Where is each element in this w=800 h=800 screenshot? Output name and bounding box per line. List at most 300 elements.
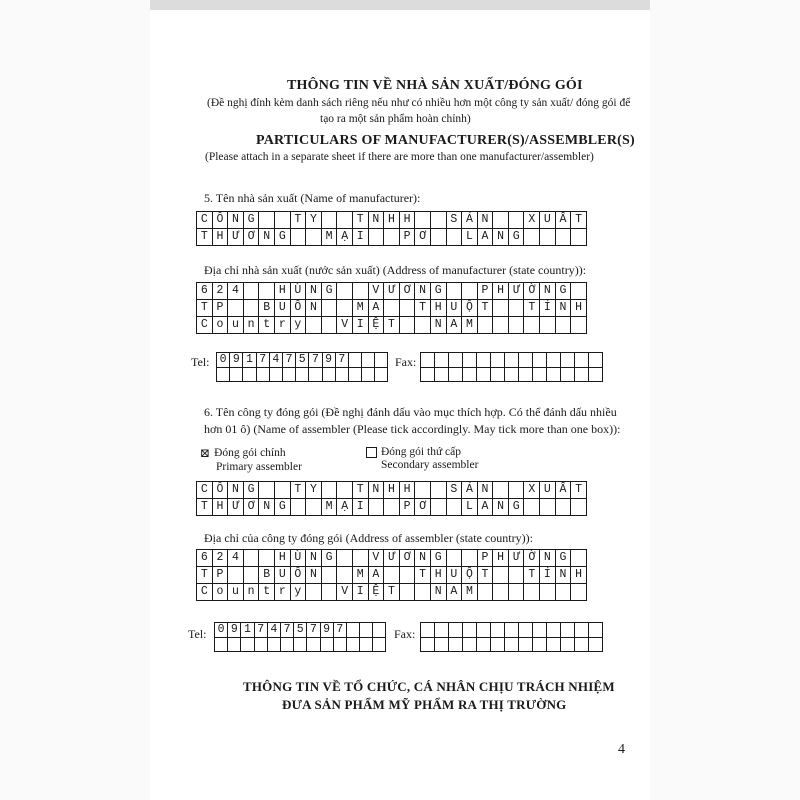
form-char-cell: T (197, 300, 213, 317)
form-char-cell: Ù (291, 283, 307, 300)
form-char-cell: G (431, 550, 447, 567)
form-char-cell (556, 229, 572, 246)
form-char-cell: H (431, 567, 447, 584)
form-char-cell (353, 550, 369, 567)
form-char-cell (491, 623, 505, 638)
form-char-cell: P (478, 283, 494, 300)
form-char-cell: T (415, 567, 431, 584)
form-char-cell: X (524, 212, 540, 229)
form-char-cell (478, 317, 494, 334)
form-char-cell: Y (306, 482, 322, 499)
form-char-cell: T (291, 212, 307, 229)
form-char-cell (435, 353, 449, 368)
form-char-cell: Ư (384, 550, 400, 567)
form-char-cell (561, 638, 575, 653)
form-char-cell: Ư (228, 229, 244, 246)
form-char-cell: 7 (281, 623, 294, 638)
form-char-cell: Ạ (337, 499, 353, 516)
form-char-cell: 4 (268, 623, 281, 638)
form-char-cell: 4 (228, 550, 244, 567)
form-char-cell (415, 584, 431, 601)
footer-title-1: THÔNG TIN VỀ TỔ CHỨC, CÁ NHÂN CHỊU TRÁCH NHIỆM (243, 679, 615, 694)
form-char-cell (575, 353, 589, 368)
form-char-cell (360, 623, 373, 638)
manufacturer-address-grid (196, 282, 587, 334)
form-char-cell: 7 (257, 353, 270, 368)
form-char-cell: A (447, 584, 463, 601)
note-vn-2: tạo ra một sản phẩm hoàn chỉnh) (320, 113, 471, 125)
form-char-cell (230, 368, 243, 383)
form-char-cell: H (213, 499, 229, 516)
form-char-cell (421, 638, 435, 653)
form-char-cell: Ơ (400, 550, 416, 567)
form-char-cell (375, 368, 388, 383)
form-char-cell (257, 368, 270, 383)
form-char-cell: Ô (213, 482, 229, 499)
form-char-cell (491, 638, 505, 653)
form-char-cell: P (400, 499, 416, 516)
form-char-cell: U (447, 567, 463, 584)
form-char-cell (228, 638, 241, 653)
form-char-cell: V (369, 283, 385, 300)
form-char-cell: Ư (509, 550, 525, 567)
form-char-cell (322, 212, 338, 229)
manufacturer-fax-label: Fax: (395, 355, 417, 369)
form-char-cell: T (384, 584, 400, 601)
form-char-cell: T (571, 482, 587, 499)
form-char-cell: r (275, 317, 291, 334)
form-char-cell: 2 (213, 550, 229, 567)
form-char-cell (547, 368, 561, 383)
form-char-cell: M (462, 584, 478, 601)
form-char-cell: T (353, 482, 369, 499)
form-char-cell: Ả (462, 482, 478, 499)
form-char-cell (384, 499, 400, 516)
form-char-cell (463, 368, 477, 383)
form-char-cell (400, 317, 416, 334)
form-char-cell: u (228, 317, 244, 334)
form-char-cell: Ư (384, 283, 400, 300)
form-char-cell: 9 (323, 353, 336, 368)
form-char-cell (334, 638, 347, 653)
form-char-cell: 7 (309, 353, 322, 368)
form-char-cell: Ơ (415, 229, 431, 246)
form-char-cell (270, 368, 283, 383)
form-char-cell: N (369, 482, 385, 499)
form-char-cell (259, 283, 275, 300)
form-char-cell: A (447, 317, 463, 334)
form-char-cell: H (571, 300, 587, 317)
form-char-cell (415, 482, 431, 499)
form-char-cell: y (291, 584, 307, 601)
form-char-cell (291, 499, 307, 516)
form-char-cell (477, 368, 491, 383)
secondary-assembler-en: Secondary assembler (381, 459, 479, 471)
form-char-cell: M (353, 300, 369, 317)
form-char-cell: N (369, 212, 385, 229)
form-char-cell (373, 623, 386, 638)
form-char-cell (505, 368, 519, 383)
assembler-tel-grid (214, 622, 386, 652)
form-char-cell (533, 638, 547, 653)
form-char-cell (322, 482, 338, 499)
form-char-cell (349, 353, 362, 368)
form-char-cell: G (509, 499, 525, 516)
assembler-name-grid (196, 481, 587, 516)
form-char-cell: n (244, 317, 260, 334)
form-char-cell (589, 623, 603, 638)
form-char-cell: B (259, 567, 275, 584)
form-char-cell: 7 (283, 353, 296, 368)
form-char-cell (571, 499, 587, 516)
form-char-cell: T (524, 567, 540, 584)
form-char-cell (519, 638, 533, 653)
form-char-cell: V (337, 584, 353, 601)
form-char-cell: G (509, 229, 525, 246)
secondary-assembler-checkbox[interactable] (366, 447, 377, 458)
form-char-cell: 6 (197, 283, 213, 300)
form-char-cell: N (415, 550, 431, 567)
form-char-cell: H (275, 283, 291, 300)
form-char-cell (243, 368, 256, 383)
form-char-cell (228, 567, 244, 584)
form-char-cell (353, 283, 369, 300)
footer-title-2: ĐƯA SẢN PHẨM MỸ PHẨM RA THỊ TRƯỜNG (282, 697, 567, 712)
form-char-cell (244, 550, 260, 567)
form-char-cell: T (478, 300, 494, 317)
form-char-cell (275, 212, 291, 229)
secondary-assembler-vn: Đóng gói thứ cấp (381, 446, 462, 458)
form-char-cell: U (540, 212, 556, 229)
form-char-cell (505, 353, 519, 368)
form-char-cell (493, 300, 509, 317)
form-char-cell (509, 584, 525, 601)
form-char-cell (575, 623, 589, 638)
form-char-cell (589, 638, 603, 653)
form-char-cell (244, 567, 260, 584)
form-char-cell (400, 567, 416, 584)
form-char-cell: I (353, 317, 369, 334)
form-char-cell (462, 550, 478, 567)
form-char-cell: P (400, 229, 416, 246)
form-char-cell: G (556, 550, 572, 567)
form-char-cell (547, 623, 561, 638)
form-char-cell: 7 (336, 353, 349, 368)
form-char-cell: N (306, 283, 322, 300)
form-char-cell: B (259, 300, 275, 317)
form-char-cell (323, 368, 336, 383)
form-char-cell (322, 300, 338, 317)
form-char-cell: G (275, 499, 291, 516)
form-char-cell: Ơ (400, 283, 416, 300)
form-char-cell: T (478, 567, 494, 584)
form-char-cell: M (322, 229, 338, 246)
form-char-cell (349, 368, 362, 383)
form-char-cell (259, 212, 275, 229)
form-char-cell: Ấ (556, 212, 572, 229)
form-char-cell: U (275, 300, 291, 317)
form-char-cell: Ờ (524, 283, 540, 300)
form-char-cell (309, 368, 322, 383)
form-char-cell (306, 229, 322, 246)
form-char-cell (540, 317, 556, 334)
form-char-cell (431, 212, 447, 229)
form-char-cell (431, 482, 447, 499)
form-char-cell: A (369, 300, 385, 317)
form-char-cell (463, 353, 477, 368)
form-char-cell (493, 212, 509, 229)
form-char-cell (509, 482, 525, 499)
manufacturer-tel-grid (216, 352, 388, 382)
form-char-cell: P (213, 567, 229, 584)
form-char-cell: N (228, 482, 244, 499)
form-char-cell (547, 638, 561, 653)
form-char-cell: M (322, 499, 338, 516)
form-char-cell (244, 283, 260, 300)
form-char-cell (322, 317, 338, 334)
form-char-cell: N (306, 550, 322, 567)
form-char-cell: Ô (213, 212, 229, 229)
assembler-address-grid (196, 549, 587, 601)
form-char-cell: 5 (294, 623, 307, 638)
form-char-cell (337, 300, 353, 317)
form-char-cell (336, 368, 349, 383)
form-char-cell: T (571, 212, 587, 229)
form-char-cell: N (415, 283, 431, 300)
form-char-cell: Ô (291, 300, 307, 317)
form-char-cell: N (478, 482, 494, 499)
form-char-cell (322, 584, 338, 601)
form-char-cell (321, 638, 334, 653)
form-char-cell: 9 (321, 623, 334, 638)
form-char-cell (347, 623, 360, 638)
primary-assembler-option (200, 447, 286, 459)
form-char-cell (477, 353, 491, 368)
form-char-cell (294, 638, 307, 653)
form-char-cell (373, 638, 386, 653)
form-char-cell (421, 368, 435, 383)
form-char-cell (505, 638, 519, 653)
primary-assembler-en: Primary assembler (216, 461, 302, 473)
form-char-cell: 9 (228, 623, 241, 638)
form-char-cell (421, 353, 435, 368)
form-char-cell (255, 638, 268, 653)
form-char-cell (547, 353, 561, 368)
form-char-cell (337, 567, 353, 584)
form-char-cell: G (322, 283, 338, 300)
form-char-cell: I (353, 584, 369, 601)
form-char-cell (362, 368, 375, 383)
form-char-cell: N (556, 567, 572, 584)
assembler-label-1: 6. Tên công ty đóng gói (Đề nghị đánh dấu vào mục thích hợp. Có thể đánh dấu nhiều (204, 405, 617, 419)
form-char-cell (415, 212, 431, 229)
form-char-cell: 4 (228, 283, 244, 300)
assembler-label-2: hơn 01 ô) (Name of assembler (Please tick accordingly. May tick more than one box)): (204, 422, 621, 436)
form-char-cell: T (197, 499, 213, 516)
form-char-cell (491, 353, 505, 368)
form-char-cell (228, 300, 244, 317)
form-char-cell: Ư (509, 283, 525, 300)
form-char-cell: Ấ (556, 482, 572, 499)
form-char-cell: T (353, 212, 369, 229)
form-char-cell (449, 623, 463, 638)
form-char-cell: Ơ (244, 229, 260, 246)
form-char-cell (509, 300, 525, 317)
form-char-cell (449, 638, 463, 653)
form-char-cell (375, 353, 388, 368)
assembler-tel-label: Tel: (188, 627, 207, 641)
form-char-cell: N (306, 300, 322, 317)
form-char-cell: A (478, 499, 494, 516)
form-char-cell: Ờ (524, 550, 540, 567)
form-char-cell: G (556, 283, 572, 300)
form-char-cell (524, 584, 540, 601)
form-char-cell (421, 623, 435, 638)
form-char-cell (524, 317, 540, 334)
form-char-cell: Ù (291, 550, 307, 567)
form-char-cell (540, 584, 556, 601)
scan-top-strip (150, 0, 650, 10)
form-char-cell (571, 283, 587, 300)
form-char-cell (360, 638, 373, 653)
form-char-cell (463, 638, 477, 653)
note-vn-1: (Đề nghị đính kèm danh sách riêng nếu như có nhiều hơn một công ty sản xuất/ đóng gói để (207, 97, 631, 109)
form-char-cell: T (384, 317, 400, 334)
form-char-cell: 0 (215, 623, 228, 638)
form-char-cell: T (197, 229, 213, 246)
form-char-cell (337, 482, 353, 499)
form-char-cell: A (478, 229, 494, 246)
form-char-cell (337, 550, 353, 567)
form-char-cell (561, 368, 575, 383)
form-char-cell: t (259, 584, 275, 601)
form-char-cell (519, 353, 533, 368)
form-char-cell: H (275, 550, 291, 567)
form-char-cell (369, 499, 385, 516)
form-char-cell: G (322, 550, 338, 567)
form-char-cell (491, 368, 505, 383)
form-char-cell: Ơ (415, 499, 431, 516)
form-char-cell (384, 567, 400, 584)
form-char-cell: 6 (197, 550, 213, 567)
form-char-cell: V (369, 550, 385, 567)
form-char-cell (447, 229, 463, 246)
form-char-cell: N (228, 212, 244, 229)
form-char-cell: N (259, 229, 275, 246)
form-char-cell: L (462, 229, 478, 246)
form-char-cell (384, 229, 400, 246)
form-char-cell (362, 353, 375, 368)
form-char-cell (493, 482, 509, 499)
form-char-cell (369, 229, 385, 246)
form-char-cell: Ỉ (540, 300, 556, 317)
form-char-cell: T (524, 300, 540, 317)
form-char-cell: T (197, 567, 213, 584)
form-char-cell: N (431, 317, 447, 334)
form-char-cell (347, 638, 360, 653)
form-char-cell: N (540, 283, 556, 300)
form-char-cell (283, 368, 296, 383)
form-char-cell (463, 623, 477, 638)
form-char-cell: V (337, 317, 353, 334)
form-char-cell (435, 638, 449, 653)
form-char-cell (244, 300, 260, 317)
note-en: (Please attach in a separate sheet if there are more than one manufacturer/assembler) (205, 151, 594, 163)
form-char-cell: Ạ (337, 229, 353, 246)
form-char-cell: H (493, 550, 509, 567)
form-char-cell (571, 584, 587, 601)
form-char-cell: I (353, 499, 369, 516)
primary-assembler-checkbox[interactable]: ⊠ (200, 445, 211, 460)
form-char-cell: u (228, 584, 244, 601)
title-en: PARTICULARS OF MANUFACTURER(S)/ASSEMBLER(S) (256, 133, 635, 148)
form-char-cell: 4 (270, 353, 283, 368)
manufacturer-tel-label: Tel: (191, 355, 210, 369)
form-char-cell: 9 (230, 353, 243, 368)
form-char-cell: 7 (255, 623, 268, 638)
form-char-cell (447, 550, 463, 567)
form-char-cell (217, 368, 230, 383)
form-char-cell: Ô (291, 567, 307, 584)
form-char-cell: U (275, 567, 291, 584)
form-char-cell: Ệ (369, 584, 385, 601)
form-char-cell (431, 229, 447, 246)
form-char-cell (462, 283, 478, 300)
form-char-cell: S (447, 212, 463, 229)
form-char-cell (215, 638, 228, 653)
form-char-cell (556, 584, 572, 601)
form-char-cell (509, 212, 525, 229)
manufacturer-name-grid (196, 211, 587, 246)
form-char-cell (575, 638, 589, 653)
form-char-cell: Ệ (369, 317, 385, 334)
form-char-cell (509, 317, 525, 334)
form-char-cell: G (275, 229, 291, 246)
form-char-cell: N (306, 567, 322, 584)
form-char-cell: o (213, 584, 229, 601)
form-char-cell (435, 368, 449, 383)
form-char-cell (275, 482, 291, 499)
assembler-fax-label: Fax: (394, 627, 416, 641)
form-char-cell: G (244, 482, 260, 499)
form-char-cell: C (197, 584, 213, 601)
form-char-cell (524, 499, 540, 516)
form-char-cell (478, 584, 494, 601)
form-char-cell: 2 (213, 283, 229, 300)
form-char-cell: N (431, 584, 447, 601)
form-char-cell (571, 550, 587, 567)
form-char-cell (571, 317, 587, 334)
form-char-cell (268, 638, 281, 653)
manufacturer-fax-grid (420, 352, 603, 382)
form-char-cell: H (431, 300, 447, 317)
form-char-cell (259, 482, 275, 499)
form-char-cell (296, 368, 309, 383)
form-char-cell (449, 353, 463, 368)
form-char-cell: o (213, 317, 229, 334)
form-char-cell (384, 300, 400, 317)
form-char-cell: 1 (243, 353, 256, 368)
form-char-cell (337, 212, 353, 229)
primary-assembler-vn: Đóng gói chính (214, 447, 286, 459)
form-char-cell (306, 584, 322, 601)
page-number: 4 (618, 742, 625, 757)
form-char-cell: L (462, 499, 478, 516)
form-char-cell (540, 499, 556, 516)
form-char-cell (524, 229, 540, 246)
form-char-cell (519, 368, 533, 383)
form-char-cell (447, 283, 463, 300)
